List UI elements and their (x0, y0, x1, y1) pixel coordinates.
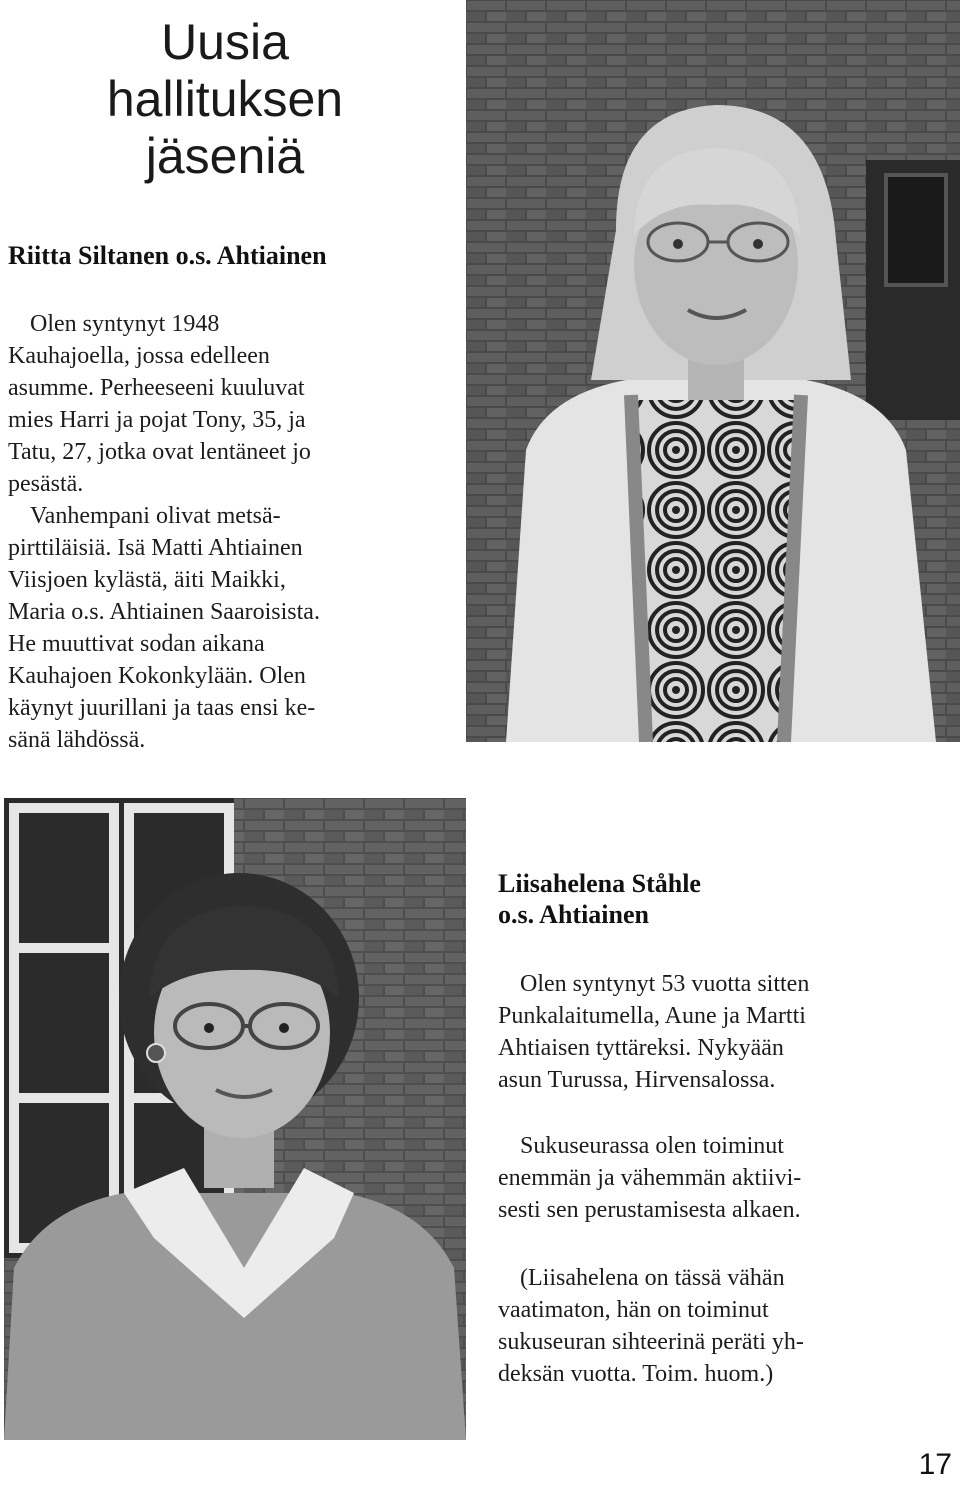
page-number: 17 (918, 1448, 952, 1481)
person2-name-line-2: o.s. Ahtiainen (498, 900, 649, 929)
bio-line: Olen syntynyt 53 vuotta sitten (520, 971, 810, 997)
person1-name (8, 240, 327, 271)
bio-line: Olen syntynyt 1948 (30, 311, 220, 337)
bio-line: sesti sen perustamisesta alkaen. (498, 1197, 801, 1223)
person1-photo-illustration (466, 0, 960, 742)
person1-bio (8, 308, 320, 756)
person2-bio-1 (498, 968, 809, 1096)
bio-line: pirttiläisiä. Isä Matti Ahtiainen (8, 535, 303, 561)
bio-line: asun Turussa, Hirvensalossa. (498, 1067, 776, 1093)
editor-note (498, 1262, 804, 1390)
bio-line: Ahtiaisen tyttäreksi. Nykyään (498, 1035, 784, 1061)
note-line: deksän vuotta. Toim. huom.) (498, 1361, 774, 1387)
bio-line: käynyt juurillani ja taas ensi ke- (8, 695, 316, 721)
note-line: (Liisahelena on tässä vähän (520, 1265, 785, 1291)
person2-photo (4, 798, 466, 1440)
person1-name-text: Riitta Siltanen o.s. Ahtiainen (8, 241, 327, 270)
bio-line: mies Harri ja pojat Tony, 35, ja (8, 407, 306, 433)
note-line: sukuseuran sihteerinä peräti yh- (498, 1329, 804, 1355)
bio-line: Maria o.s. Ahtiainen Saaroisista. (8, 599, 320, 625)
bio-line: Punkalaitumella, Aune ja Martti (498, 1003, 806, 1029)
title-line-2: hallituksen (106, 71, 344, 127)
bio-line: Tatu, 27, jotka ovat lentäneet jo (8, 439, 311, 465)
title-line-1: Uusia (161, 14, 289, 70)
page-title (60, 14, 390, 185)
bio-line: Kauhajoella, jossa edelleen (8, 343, 270, 369)
bio-line: Viisjoen kylästä, äiti Maikki, (8, 567, 286, 593)
bio-line: enemmän ja vähemmän aktiivi- (498, 1165, 802, 1191)
bio-line: pesästä. (8, 471, 84, 497)
bio-line: Kauhajoen Kokonkylään. Olen (8, 663, 306, 689)
bio-line: Vanhempani olivat metsä- (30, 503, 281, 529)
bio-line: Sukuseurassa olen toiminut (520, 1133, 784, 1159)
person1-photo (466, 0, 960, 742)
person2-bio-2 (498, 1130, 801, 1226)
bio-line: sänä lähdössä. (8, 727, 146, 753)
bio-line: He muuttivat sodan aikana (8, 631, 265, 657)
person2-name (498, 868, 701, 930)
person2-photo-illustration (4, 798, 466, 1440)
note-line: vaatimaton, hän on toiminut (498, 1297, 769, 1323)
bio-line: asumme. Perheeseeni kuuluvat (8, 375, 305, 401)
title-line-3: jäseniä (145, 128, 305, 184)
person2-name-line-1: Liisahelena Ståhle (498, 869, 701, 898)
